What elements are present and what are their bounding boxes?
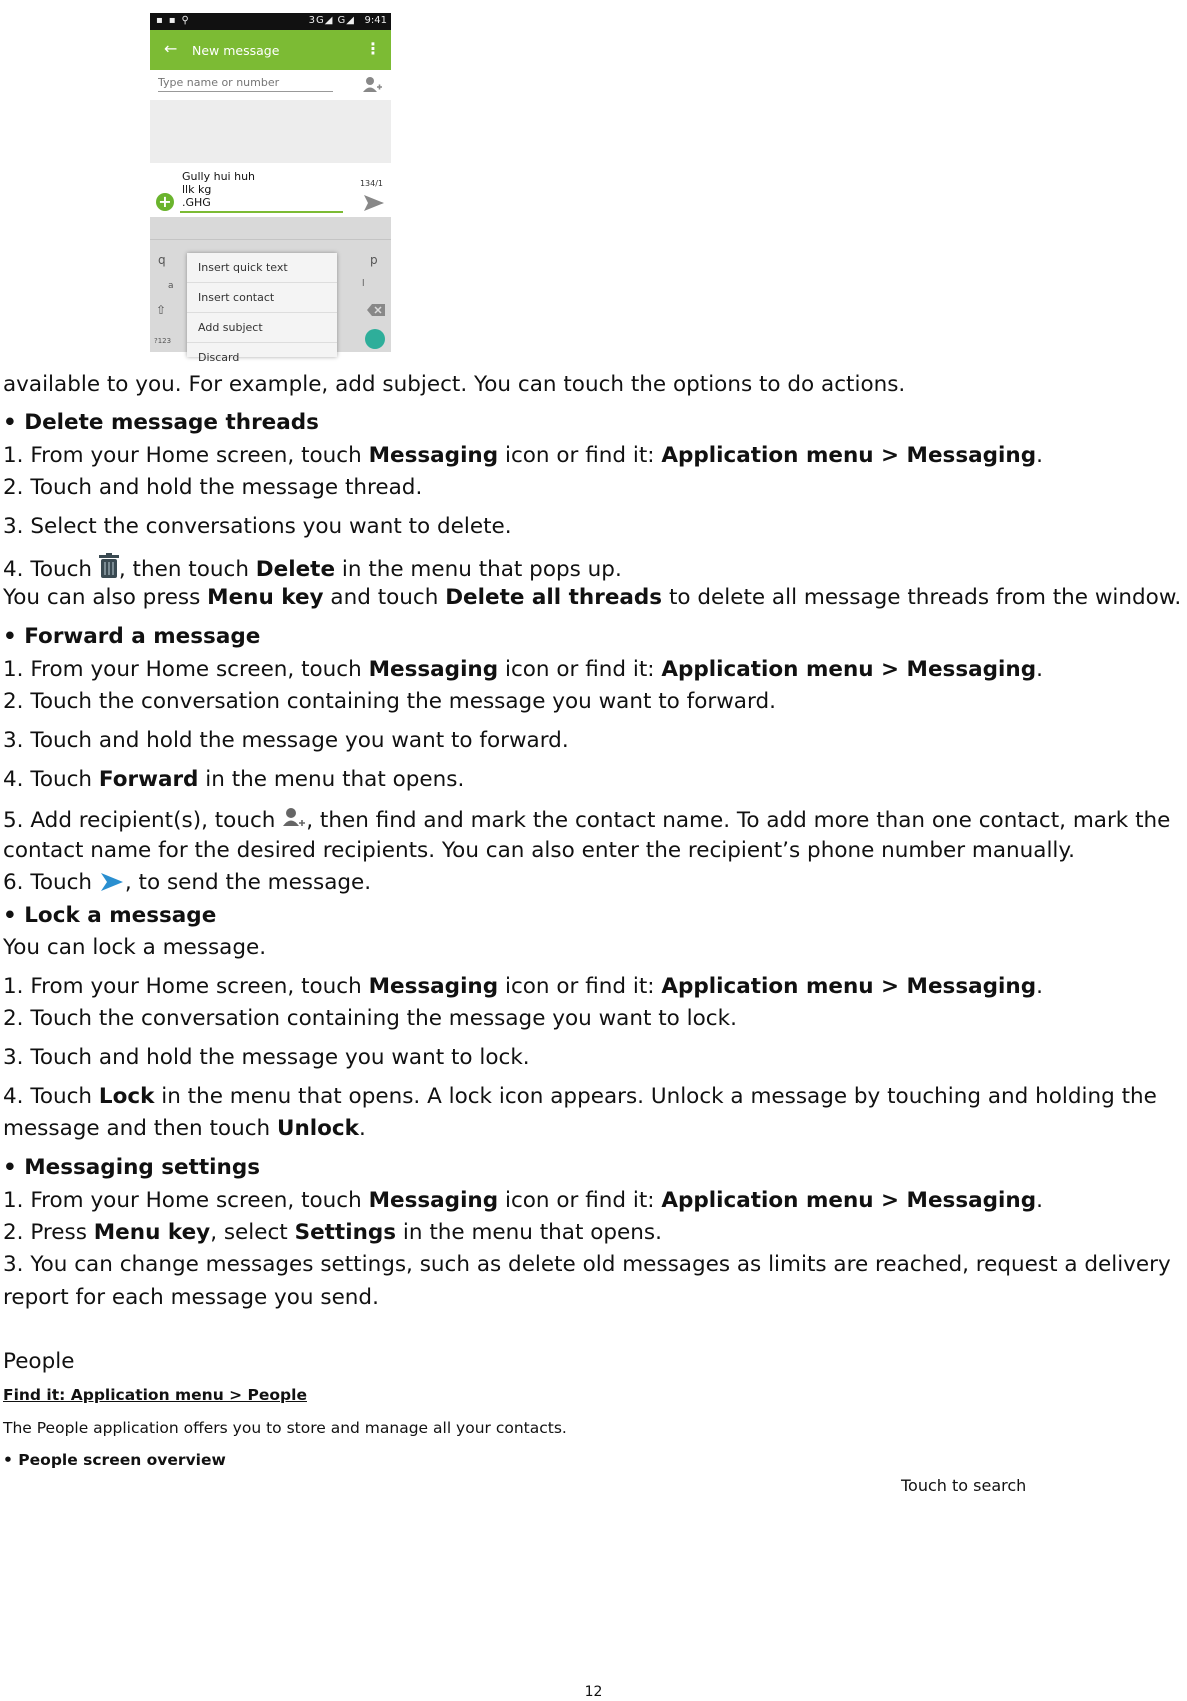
text: icon or find it: <box>498 974 662 999</box>
phone-screenshot <box>150 13 391 364</box>
key-p[interactable]: p <box>370 253 378 267</box>
text: in the menu that pops up. <box>335 557 622 582</box>
step-line: 2. Touch the conversation containing the message you want to lock. <box>3 1006 737 1031</box>
section-heading <box>3 624 260 649</box>
heading-text: • Forward a message <box>3 624 261 649</box>
menu-item-add-subject[interactable]: Add subject <box>187 313 337 343</box>
text: in the menu that opens. <box>396 1220 662 1245</box>
notification-icons: ▪▪⚲ <box>156 15 195 26</box>
input-underline <box>180 211 343 213</box>
text: 1. From your Home screen, touch <box>3 974 369 999</box>
step-line <box>3 553 622 582</box>
options-popup-menu <box>187 253 337 364</box>
text: 5. Add recipient(s), touch <box>3 808 283 833</box>
backspace-icon[interactable] <box>367 304 385 316</box>
trash-icon <box>99 553 119 579</box>
step-line: 2. Touch and hold the message thread. <box>3 475 423 500</box>
bold-text: Application menu > Messaging <box>661 1188 1037 1213</box>
step-line <box>3 870 371 895</box>
key-q[interactable]: q <box>158 253 166 267</box>
text: , to send the message. <box>124 870 372 895</box>
bold-text: Menu key <box>207 585 324 610</box>
keyboard-suggestion-row <box>150 217 391 240</box>
section-heading <box>3 903 216 928</box>
callout-label: Touch to search <box>901 1476 1027 1495</box>
step-line <box>3 443 1043 468</box>
network-indicator: 3G◢ G◢ <box>308 15 355 26</box>
text: to delete all message threads from the window. <box>662 585 1182 610</box>
text: . <box>1036 1188 1043 1213</box>
attach-plus-icon[interactable]: + <box>156 193 174 211</box>
recipient-row <box>150 70 391 100</box>
message-line: Gully hui huh <box>182 170 256 183</box>
compose-area <box>150 163 391 217</box>
section-heading <box>3 410 319 435</box>
text: 6. Touch <box>3 870 99 895</box>
note-line <box>3 585 1181 610</box>
find-it-link[interactable]: Find it: Application menu > People <box>3 1386 307 1404</box>
text: 4. Touch <box>3 1084 99 1109</box>
message-text[interactable] <box>182 170 255 209</box>
status-time: 9:41 <box>364 15 387 26</box>
menu-item-insert-contact[interactable]: Insert contact <box>187 283 337 313</box>
bold-text: Application menu > Messaging <box>661 657 1037 682</box>
section-title: People <box>3 1349 75 1374</box>
bold-text: Application menu > Messaging <box>661 443 1037 468</box>
step-line <box>3 974 1043 999</box>
bold-text: Delete <box>255 557 336 582</box>
step-line <box>3 657 1043 682</box>
menu-item-insert-quick-text[interactable]: Insert quick text <box>187 253 337 283</box>
step-line: 3. You can change messages settings, such as delete old messages as limits are reached, request a delivery <box>3 1252 1171 1277</box>
text: icon or find it: <box>498 1188 662 1213</box>
message-line: .GHG <box>182 196 211 209</box>
text: . <box>1036 443 1043 468</box>
text-line: You can lock a message. <box>3 935 267 960</box>
bold-text: Menu key <box>93 1220 211 1245</box>
step-line-continued <box>3 1116 366 1141</box>
bold-text: Settings <box>294 1220 397 1245</box>
page-number: 12 <box>584 1684 603 1700</box>
send-icon[interactable] <box>363 193 385 213</box>
heading-text: • Messaging settings <box>3 1155 261 1180</box>
bold-text: Messaging <box>368 657 499 682</box>
message-line: llk kg <box>182 183 212 196</box>
step-line <box>3 806 1170 833</box>
text: and touch <box>323 585 446 610</box>
section-heading <box>3 1155 260 1180</box>
text: icon or find it: <box>498 657 662 682</box>
key-symbols[interactable]: ?123 <box>154 337 172 345</box>
char-counter: 134/1 <box>359 179 383 188</box>
text: 1. From your Home screen, touch <box>3 443 369 468</box>
text: 1. From your Home screen, touch <box>3 1188 369 1213</box>
text: . <box>358 1116 366 1141</box>
step-line <box>3 1188 1043 1213</box>
bold-text: Delete all threads <box>445 585 663 610</box>
text: icon or find it: <box>498 443 662 468</box>
text: in the menu that opens. <box>198 767 465 792</box>
step-line-continued: report for each message you send. <box>3 1285 379 1310</box>
step-line: 3. Touch and hold the message you want to forward. <box>3 728 569 753</box>
text: 1. From your Home screen, touch <box>3 657 369 682</box>
send-icon <box>99 872 125 892</box>
key-a[interactable]: a <box>168 281 174 291</box>
text-line: available to you. For example, add subject. You can touch the options to do actions. <box>3 372 906 397</box>
text: 2. Press <box>3 1220 94 1245</box>
menu-item-discard[interactable]: Discard <box>198 351 240 364</box>
text: . <box>1036 974 1043 999</box>
bold-text: Unlock <box>276 1116 359 1141</box>
screen-title: New message <box>192 43 280 58</box>
bold-text: Messaging <box>368 974 499 999</box>
step-line <box>3 767 464 792</box>
text: , then touch <box>118 557 256 582</box>
section-heading: • People screen overview <box>3 1451 226 1469</box>
bold-text: Forward <box>98 767 199 792</box>
recipient-input[interactable] <box>158 76 333 92</box>
bold-text: Messaging <box>368 1188 499 1213</box>
text: message and then touch <box>3 1116 277 1141</box>
text-line: The People application offers you to store and manage all your contacts. <box>3 1419 567 1437</box>
overflow-menu-icon[interactable]: ⋮ <box>365 39 381 58</box>
text: . <box>1036 657 1043 682</box>
heading-text: • Lock a message <box>3 903 217 928</box>
step-line <box>3 1084 1157 1109</box>
heading-text: • Delete message threads <box>3 410 319 435</box>
bold-text: Application menu > Messaging <box>661 974 1037 999</box>
text: You can also press <box>3 585 208 610</box>
text: 4. Touch <box>3 767 99 792</box>
back-arrow-icon[interactable]: ← <box>164 39 178 58</box>
bold-text: Lock <box>98 1084 155 1109</box>
step-line: 2. Touch the conversation containing the message you want to forward. <box>3 689 776 714</box>
step-line-continued: contact name for the desired recipients. You can also enter the recipient’s phone number manually. <box>3 838 1075 863</box>
step-line: 3. Touch and hold the message you want to lock. <box>3 1045 530 1070</box>
text: , then find and mark the contact name. To add more than one contact, mark the <box>306 808 1171 833</box>
bold-text: Messaging <box>368 443 499 468</box>
step-line <box>3 1220 662 1245</box>
text: , select <box>210 1220 295 1245</box>
shift-icon[interactable]: ⇧ <box>156 303 167 317</box>
emoji-icon[interactable] <box>365 329 385 349</box>
step-line: 3. Select the conversations you want to delete. <box>3 514 512 539</box>
status-bar <box>150 13 391 30</box>
add-contact-icon[interactable] <box>362 75 382 95</box>
text: 4. Touch <box>3 557 99 582</box>
add-contact-icon <box>282 806 306 830</box>
key-l[interactable]: l <box>362 279 365 289</box>
app-bar <box>150 30 391 70</box>
text: in the menu that opens. A lock icon appears. Unlock a message by touching and holding the <box>154 1084 1157 1109</box>
